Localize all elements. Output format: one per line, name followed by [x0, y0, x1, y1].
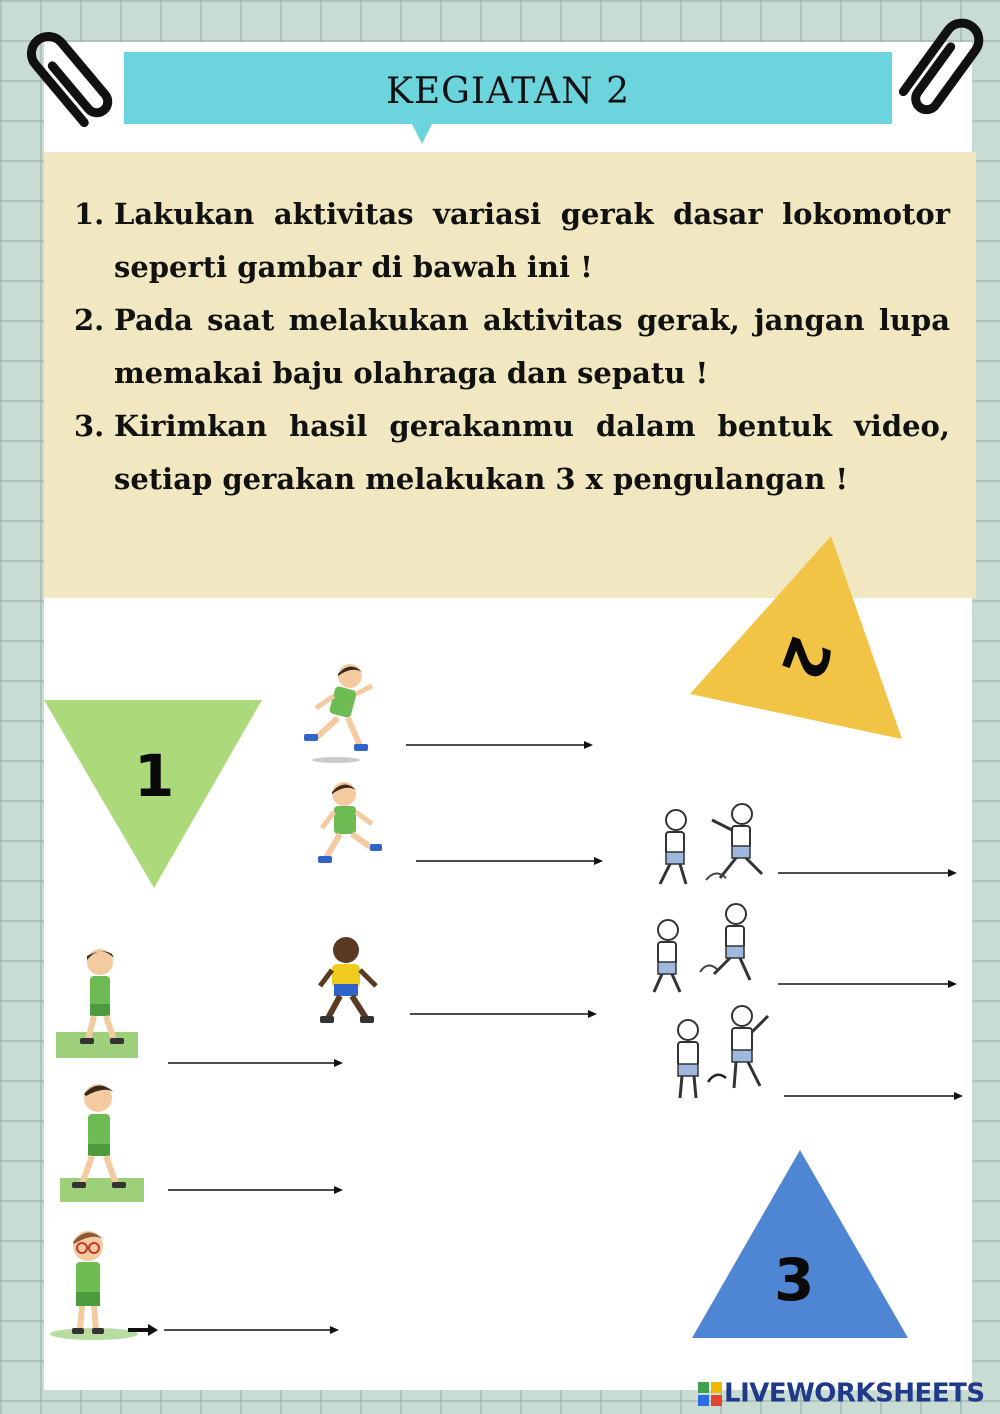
instruction-item-2 [74, 294, 950, 400]
liveworksheets-watermark [698, 1378, 985, 1408]
instruction-number: 2. [74, 303, 105, 337]
stage-3-label: 3 [774, 1246, 815, 1314]
answer-arrow [778, 867, 958, 879]
instruction-number: 1. [74, 197, 105, 231]
walking-child-figure [56, 946, 138, 1058]
answer-arrow [784, 1090, 964, 1102]
walking-child-figure [60, 1082, 144, 1202]
instruction-text: Lakukan aktivitas variasi gerak dasar lokomotor seperti gambar di bawah ini ! [114, 197, 950, 284]
jumping-pair-figure [640, 900, 766, 1000]
instruction-list [74, 188, 950, 506]
answer-arrow [778, 978, 958, 990]
running-child-figure [312, 778, 388, 878]
instruction-text: Kirimkan hasil gerakanmu dalam bentuk video, setiap gerakan melakukan 3 x pengulangan ! [114, 409, 950, 496]
stage-1-label: 1 [134, 742, 175, 810]
title-banner-pointer [412, 124, 432, 144]
stage-2-label: 2 [767, 627, 846, 689]
walking-child-figure [44, 1226, 160, 1344]
answer-arrow [416, 855, 604, 867]
running-child-figure [298, 660, 378, 764]
jumping-pair-figure [636, 798, 772, 894]
paperclip-left-icon [14, 18, 124, 138]
watermark-text: LIVEWORKSHEETS [724, 1378, 985, 1409]
running-child-figure [316, 934, 382, 1030]
answer-arrow [410, 1008, 598, 1020]
page-title: KEGIATAN 2 [385, 71, 631, 112]
answer-arrow [406, 739, 594, 751]
liveworksheets-logo-icon [698, 1382, 722, 1406]
jumping-pair-figure [660, 1002, 776, 1106]
paperclip-right-icon [888, 6, 998, 126]
instruction-item-3 [74, 400, 950, 506]
instruction-text: Pada saat melakukan aktivitas gerak, jangan lupa memakai baju olahraga dan sepatu ! [114, 303, 950, 390]
answer-arrow [168, 1184, 344, 1196]
answer-arrow [168, 1057, 344, 1069]
instruction-number: 3. [74, 409, 105, 443]
instruction-item-1 [74, 188, 950, 294]
answer-arrow [164, 1324, 340, 1336]
